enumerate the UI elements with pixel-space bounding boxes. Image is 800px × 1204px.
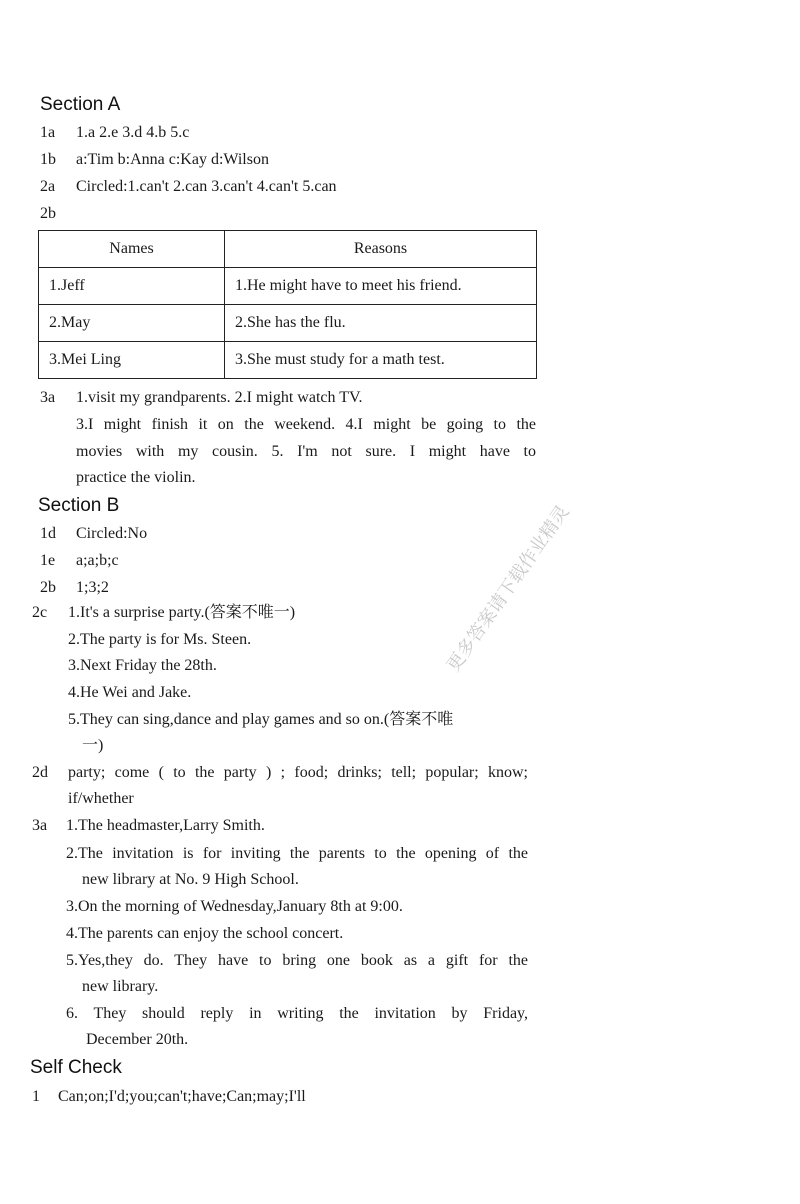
table-cell-name: 3.Mei Ling [39,342,225,379]
label-2c: 2c [32,604,48,621]
label-2a: 2a [40,178,56,195]
label-2b-section-b: 2b [40,579,56,596]
table-cell-name: 1.Jeff [39,268,225,305]
answer-1e: a;a;b;c [76,552,119,569]
answer-3a-b-line: 2.The invitation is for inviting the parents to the opening of the [66,845,528,862]
label-1e: 1e [40,552,56,569]
answer-self-check-1: Can;on;I'd;you;can't;have;Can;may;I'll [58,1088,306,1105]
answer-1d: Circled:No [76,525,148,542]
label-self-check-1: 1 [32,1088,40,1105]
label-1a: 1a [40,124,56,141]
answer-2c-line: 2.The party is for Ms. Steen. [68,631,252,648]
answer-3a-b-line: new library. [82,978,159,995]
section-a-heading: Section A [40,94,121,115]
table-cell-reason: 3.She must study for a math test. [225,342,537,379]
answer-2c-line: 4.He Wei and Jake. [68,684,192,701]
answer-3a-b-line: 4.The parents can enjoy the school concert. [66,925,344,942]
answer-2c-line: 3.Next Friday the 28th. [68,657,217,674]
reasons-table [38,230,537,379]
answer-3a-b-line: 1.The headmaster,Larry Smith. [66,817,265,834]
table-header-names: Names [39,231,225,268]
table-row [39,305,537,342]
label-2b: 2b [40,205,56,222]
label-2d: 2d [32,764,48,781]
table-cell-reason: 2.She has the flu. [225,305,537,342]
answer-2c-line: 一) [82,737,104,754]
self-check-heading: Self Check [30,1057,122,1078]
answer-3a-b-line: 5.Yes,they do. They have to bring one book as a gift for the [66,952,528,969]
answer-2c-line: 5.They can sing,dance and play games and so on.(答案不唯 [68,711,454,728]
answer-3a-b-line: new library at No. 9 High School. [82,871,299,888]
answer-3a-b-line: December 20th. [86,1031,189,1048]
label-1b: 1b [40,151,56,168]
answer-3a-line: practice the violin. [76,469,196,486]
answer-1b: a:Tim b:Anna c:Kay d:Wilson [76,151,269,168]
label-1d: 1d [40,525,56,542]
answer-2d-line: party; come ( to the party ) ; food; drinks; tell; popular; know; [68,764,528,781]
label-3a: 3a [40,389,56,406]
answer-1a: 1.a 2.e 3.d 4.b 5.c [76,124,190,141]
answer-2b-section-b: 1;3;2 [76,579,109,596]
table-header-row [39,231,537,268]
table-cell-reason: 1.He might have to meet his friend. [225,268,537,305]
answer-3a-b-line: 6. They should reply in writing the invitation by Friday, [66,1005,528,1022]
answer-2c-line: 1.It's a surprise party.(答案不唯一) [68,604,296,621]
section-b-heading: Section B [38,495,120,516]
answer-2a: Circled:1.can't 2.can 3.can't 4.can't 5.can [76,178,337,195]
answer-3a-line: 1.visit my grandparents. 2.I might watch TV. [76,389,363,406]
answer-3a-b-line: 3.On the morning of Wednesday,January 8th at 9:00. [66,898,403,915]
answer-3a-line: 3.I might finish it on the weekend. 4.I might be going to the [76,416,536,433]
table-cell-name: 2.May [39,305,225,342]
answer-2d-line: if/whether [68,790,134,807]
answer-3a-line: movies with my cousin. 5. I'm not sure. I might have to [76,443,536,460]
table-header-reasons: Reasons [225,231,537,268]
table-row [39,268,537,305]
label-3a-section-b: 3a [32,817,48,834]
watermark-text: 更多答案请下载作业精灵 [442,501,574,676]
table-row [39,342,537,379]
